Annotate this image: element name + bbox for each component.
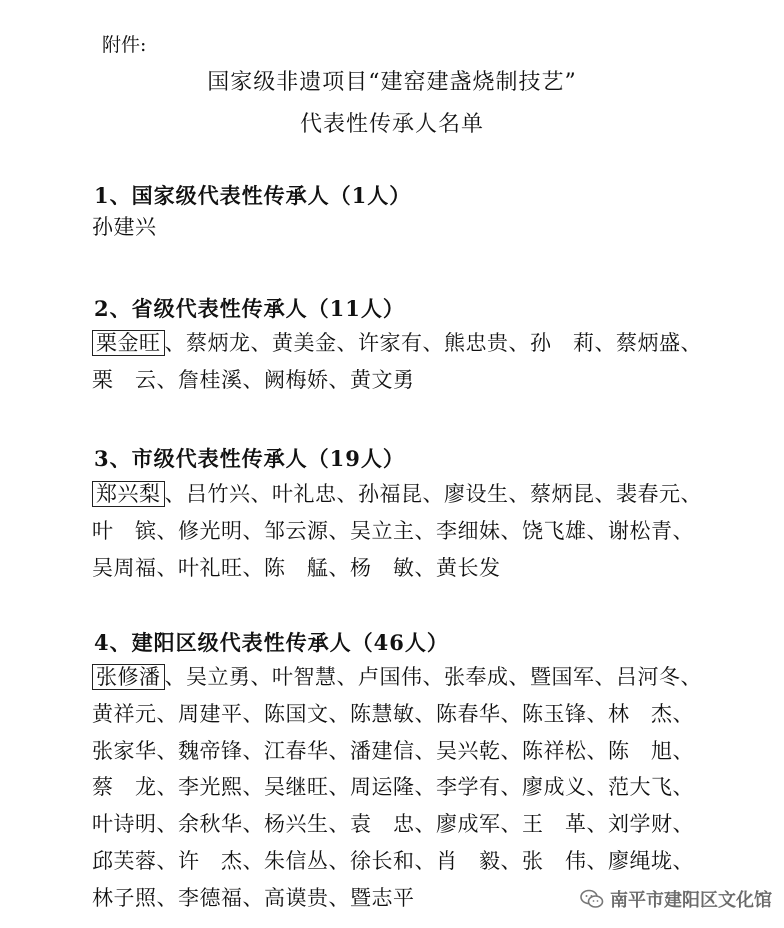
person-name: 叶智慧 [272, 665, 337, 689]
name-separator: 、 [156, 738, 178, 763]
person-name: 刘学财 [608, 812, 673, 837]
person-name: 高谟贵 [264, 885, 329, 910]
name-line [92, 769, 732, 806]
name-separator: 、 [156, 812, 178, 837]
person-name: 李光熙 [178, 775, 243, 800]
name-line [92, 806, 732, 843]
person-name: 周建平 [178, 701, 243, 726]
name-separator: 、 [242, 367, 264, 392]
person-name: 饶飞雄 [522, 518, 587, 543]
person-name: 许家有 [358, 331, 423, 355]
person-name: 林子照 [92, 885, 157, 910]
name-separator: 、 [422, 665, 444, 689]
name-separator: 、 [414, 848, 436, 873]
person-name: 暨志平 [350, 885, 415, 910]
person-name: 张 伟 [522, 848, 587, 873]
name-list [92, 325, 732, 399]
person-name: 孙建兴 [92, 215, 157, 239]
person-name: 吴兴乾 [436, 738, 501, 763]
name-separator: 、 [242, 812, 264, 837]
name-separator: 、 [414, 701, 436, 726]
name-separator: 、 [586, 738, 608, 763]
name-separator: 、 [164, 482, 186, 506]
name-separator: 、 [586, 812, 608, 837]
person-name: 吕河冬 [616, 665, 681, 689]
person-name: 黄长发 [436, 555, 501, 580]
name-separator: 、 [500, 775, 522, 800]
person-name: 裴春元 [616, 482, 681, 506]
name-separator: 、 [508, 665, 530, 689]
person-name: 朱信丛 [264, 848, 329, 873]
name-separator: 、 [242, 775, 264, 800]
name-separator: 、 [586, 848, 608, 873]
person-name: 廖成义 [522, 775, 587, 800]
person-name: 孙 莉 [530, 331, 595, 355]
name-line [92, 362, 732, 399]
name-separator: 、 [422, 331, 444, 355]
name-line [92, 659, 732, 696]
person-name: 王 革 [522, 812, 587, 837]
name-separator: 、 [156, 848, 178, 873]
name-separator: 、 [672, 738, 694, 763]
name-separator: 、 [422, 482, 444, 506]
watermark [580, 886, 772, 912]
person-name: 栗金旺 [92, 330, 165, 356]
person-name: 邹云源 [264, 518, 329, 543]
name-separator: 、 [250, 665, 272, 689]
name-separator: 、 [414, 738, 436, 763]
name-separator: 、 [328, 518, 350, 543]
person-name: 余秋华 [178, 812, 243, 837]
person-name: 陈玉锋 [522, 701, 587, 726]
person-name: 熊忠贵 [444, 331, 509, 355]
person-name: 蔡炳龙 [186, 331, 251, 355]
name-list [92, 209, 732, 246]
name-separator: 、 [156, 775, 178, 800]
person-name: 叶诗明 [92, 812, 157, 837]
wechat-icon [580, 888, 604, 910]
name-separator: 、 [594, 482, 616, 506]
name-separator: 、 [500, 701, 522, 726]
section-heading: 3、市级代表性传承人（19人） [94, 446, 405, 471]
section-heading: 1、国家级代表性传承人（1人） [94, 183, 412, 208]
name-separator: 、 [414, 812, 436, 837]
person-name: 陈春华 [436, 701, 501, 726]
name-separator: 、 [336, 482, 358, 506]
person-name: 栗 云 [92, 367, 157, 392]
person-name: 郑兴梨 [92, 481, 165, 507]
name-line [92, 325, 732, 362]
person-name: 范大飞 [608, 775, 673, 800]
person-name: 修光明 [178, 518, 243, 543]
person-name: 许 杰 [178, 848, 243, 873]
name-separator: 、 [586, 701, 608, 726]
person-name: 蔡 龙 [92, 775, 157, 800]
name-separator: 、 [242, 555, 264, 580]
name-line [92, 733, 732, 770]
name-separator: 、 [156, 701, 178, 726]
person-name: 阙梅娇 [264, 367, 329, 392]
name-line [92, 696, 732, 733]
person-name: 卢国伟 [358, 665, 423, 689]
section-heading: 2、省级代表性传承人（11人） [94, 296, 405, 321]
person-name: 魏帝锋 [178, 738, 243, 763]
person-name: 张家华 [92, 738, 157, 763]
name-separator: 、 [594, 665, 616, 689]
person-name: 陈国文 [264, 701, 329, 726]
name-separator: 、 [508, 482, 530, 506]
person-name: 杨兴生 [264, 812, 329, 837]
person-name: 周运隆 [350, 775, 415, 800]
person-name: 袁 忠 [350, 812, 415, 837]
person-name: 吴周福 [92, 555, 157, 580]
name-separator: 、 [242, 518, 264, 543]
person-name: 黄美金 [272, 331, 337, 355]
person-name: 叶 镔 [92, 518, 157, 543]
person-name: 詹桂溪 [178, 367, 243, 392]
name-separator: 、 [250, 331, 272, 355]
person-name: 黄文勇 [350, 367, 415, 392]
person-name: 杨 敏 [350, 555, 415, 580]
name-separator: 、 [156, 555, 178, 580]
name-separator: 、 [672, 518, 694, 543]
person-name: 蔡炳盛 [616, 331, 681, 355]
person-name: 吴立主 [350, 518, 415, 543]
name-separator: 、 [508, 331, 530, 355]
name-separator: 、 [680, 665, 702, 689]
name-separator: 、 [328, 367, 350, 392]
person-name: 肖 毅 [436, 848, 501, 873]
name-list [92, 476, 732, 586]
name-separator: 、 [250, 482, 272, 506]
name-separator: 、 [414, 555, 436, 580]
person-name: 蔡炳昆 [530, 482, 595, 506]
name-separator: 、 [672, 848, 694, 873]
attachment-label: 附件: [102, 34, 147, 56]
name-separator: 、 [594, 331, 616, 355]
name-separator: 、 [242, 738, 264, 763]
name-separator: 、 [414, 775, 436, 800]
watermark-text: 南平市建阳区文化馆 [610, 890, 772, 911]
person-name: 廖成军 [436, 812, 501, 837]
person-name: 暨国军 [530, 665, 595, 689]
person-name: 潘建信 [350, 738, 415, 763]
person-name: 叶礼忠 [272, 482, 337, 506]
person-name: 陈 艋 [264, 555, 329, 580]
person-name: 叶礼旺 [178, 555, 243, 580]
name-line [92, 843, 732, 880]
name-list [92, 659, 732, 917]
person-name: 李细妹 [436, 518, 501, 543]
name-separator: 、 [156, 885, 178, 910]
name-separator: 、 [156, 518, 178, 543]
name-separator: 、 [328, 885, 350, 910]
name-separator: 、 [242, 701, 264, 726]
name-separator: 、 [328, 775, 350, 800]
person-name: 吴立勇 [186, 665, 251, 689]
person-name: 吴继旺 [264, 775, 329, 800]
person-name: 陈 旭 [608, 738, 673, 763]
person-name: 廖绳垅 [608, 848, 673, 873]
person-name: 孙福昆 [358, 482, 423, 506]
section-heading: 4、建阳区级代表性传承人（46人） [94, 630, 449, 655]
document-subtitle: 代表性传承人名单 [299, 112, 484, 137]
person-name: 张修潘 [92, 664, 165, 690]
name-separator: 、 [586, 775, 608, 800]
name-separator: 、 [500, 848, 522, 873]
person-name: 陈祥松 [522, 738, 587, 763]
person-name: 张奉成 [444, 665, 509, 689]
name-separator: 、 [672, 701, 694, 726]
name-separator: 、 [156, 367, 178, 392]
name-separator: 、 [328, 738, 350, 763]
name-line [92, 476, 732, 513]
person-name: 江春华 [264, 738, 329, 763]
person-name: 徐长和 [350, 848, 415, 873]
name-separator: 、 [672, 812, 694, 837]
name-separator: 、 [328, 812, 350, 837]
name-separator: 、 [328, 555, 350, 580]
name-separator: 、 [500, 812, 522, 837]
name-separator: 、 [500, 738, 522, 763]
name-separator: 、 [242, 885, 264, 910]
name-separator: 、 [680, 331, 702, 355]
person-name: 邱芙蓉 [92, 848, 157, 873]
name-separator: 、 [500, 518, 522, 543]
person-name: 李学有 [436, 775, 501, 800]
name-line [92, 550, 732, 587]
person-name: 廖设生 [444, 482, 509, 506]
name-separator: 、 [586, 518, 608, 543]
name-separator: 、 [328, 848, 350, 873]
name-line [92, 209, 732, 246]
name-separator: 、 [242, 848, 264, 873]
name-separator: 、 [672, 775, 694, 800]
name-separator: 、 [336, 331, 358, 355]
person-name: 黄祥元 [92, 701, 157, 726]
document-title: 国家级非遗项目“建窑建盏烧制技艺” [207, 70, 577, 95]
person-name: 李德福 [178, 885, 243, 910]
name-separator: 、 [336, 665, 358, 689]
person-name: 林 杰 [608, 701, 673, 726]
person-name: 陈慧敏 [350, 701, 415, 726]
name-separator: 、 [164, 331, 186, 355]
name-separator: 、 [328, 701, 350, 726]
person-name: 谢松青 [608, 518, 673, 543]
name-line [92, 513, 732, 550]
name-separator: 、 [680, 482, 702, 506]
name-separator: 、 [414, 518, 436, 543]
name-separator: 、 [164, 665, 186, 689]
person-name: 吕竹兴 [186, 482, 251, 506]
